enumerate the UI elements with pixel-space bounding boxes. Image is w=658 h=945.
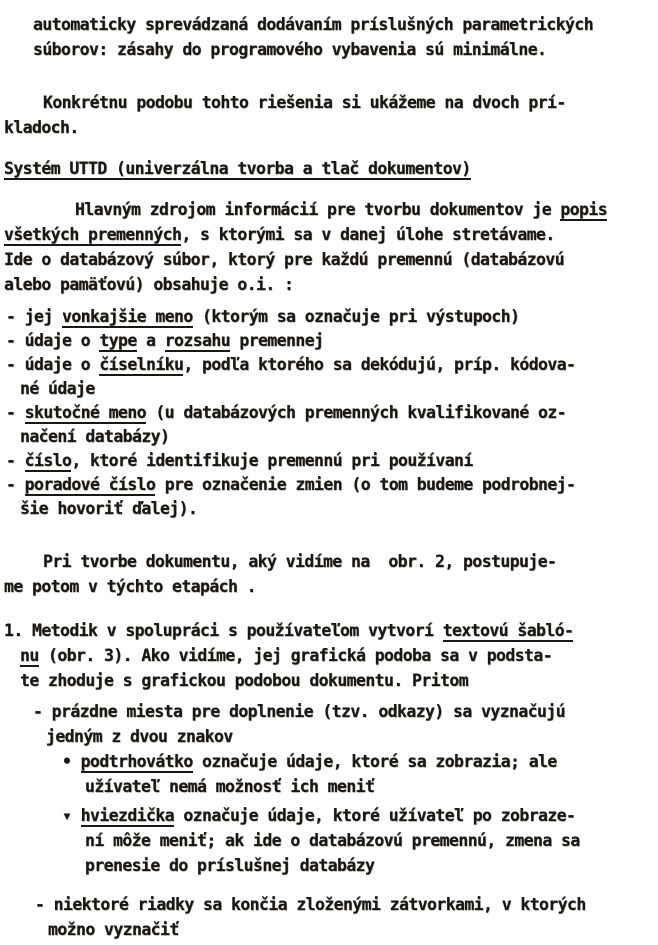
text-segment: • — [62, 752, 81, 771]
text-segment: - prázdne miesta pre doplnenie (tzv. odkazy) sa vyznačujú — [33, 702, 566, 721]
text-line — [85, 828, 658, 853]
text-segment: súborov: zásahy do programového vybavenia sú minimálne. — [33, 40, 547, 59]
text-line — [20, 497, 658, 521]
underlined-text: Systém UTTD (univerzálna tvorba a tlač dokumentov) — [4, 159, 471, 178]
text-line — [46, 724, 658, 749]
text-segment: kladoch. — [4, 118, 79, 137]
text-line — [85, 853, 658, 878]
text-line — [33, 12, 658, 37]
text-segment: prenesie do príslušnej databázy — [85, 856, 375, 875]
underlined-text: podtrhovátko — [80, 752, 193, 771]
underlined-text: skutočné meno — [24, 403, 147, 422]
text-line — [20, 377, 658, 401]
underlined-text: číslo — [24, 451, 72, 470]
text-segment: - údaje o — [6, 331, 100, 350]
text-line — [4, 222, 658, 247]
underlined-text: type — [99, 331, 137, 350]
list-item — [33, 699, 658, 724]
underlined-text: vonkajšie meno — [62, 307, 193, 326]
text-segment: označuje údaje, ktoré sa zobrazia; ale — [192, 752, 557, 771]
text-line — [33, 37, 658, 62]
list-item — [6, 305, 658, 329]
text-segment: , ktoré identifikuje premennú pri používaní — [71, 451, 473, 470]
text-segment: - — [6, 475, 25, 494]
text-line — [4, 272, 658, 297]
underlined-text: číselníku — [99, 355, 184, 374]
text-segment: premennej — [230, 331, 324, 350]
text-segment: užívateľ nemá možnosť ich meniť — [85, 777, 375, 796]
text-segment: me potom v týchto etapách . — [4, 577, 257, 596]
text-line — [20, 425, 658, 449]
list-item — [6, 329, 658, 353]
text-segment: ní môže meniť; ak ide o databázovú premennú, zmena sa — [85, 831, 580, 850]
text-segment: načení databázy) — [20, 427, 170, 446]
text-segment: automaticky sprevádzaná dodávaním príslušných parametrických — [33, 15, 594, 34]
list-item — [35, 892, 658, 917]
list-item — [6, 401, 658, 425]
text-line — [43, 90, 658, 115]
text-line — [75, 197, 658, 222]
underlined-text: poradové číslo — [24, 475, 156, 494]
text-segment: (ktorým sa označuje pri výstupoch) — [192, 307, 520, 326]
text-segment: né údaje — [20, 379, 95, 398]
underlined-text: hviezdička — [80, 806, 175, 825]
text-segment: Hlavným zdrojom informácií pre tvorbu dokumentov je — [75, 200, 561, 219]
text-line — [43, 549, 658, 574]
text-segment: - údaje o — [6, 355, 100, 374]
text-segment: - jej — [6, 307, 63, 326]
underlined-text: popis — [560, 200, 608, 219]
text-line — [85, 774, 658, 799]
text-segment: (u databázových premenných kvalifikované oz- — [146, 403, 567, 422]
text-segment: , podľa ktorého sa dekódujú, príp. kódova- — [183, 355, 576, 374]
underlined-text: textovú šabló- — [442, 621, 574, 640]
numbered-item — [4, 618, 658, 643]
text-line — [4, 115, 658, 140]
text-segment: jedným z dvou znakov — [46, 727, 233, 746]
text-line — [4, 574, 658, 599]
section-heading — [4, 156, 658, 181]
text-segment: Konkrétnu podobu tohto riešenia si ukážeme na dvoch prí- — [43, 93, 566, 112]
text-line — [48, 917, 658, 942]
list-item — [6, 473, 658, 497]
bullet-item — [62, 749, 658, 774]
underlined-text: nu — [20, 646, 39, 665]
bullet-item — [62, 803, 658, 828]
text-segment: te zhoduje s grafickou podobou dokumentu. Pritom — [20, 671, 469, 690]
text-segment: šie hovoriť ďalej). — [20, 499, 198, 518]
text-segment: (obr. 3). Ako vidíme, jej grafická podoba sa v podsta- — [38, 646, 553, 665]
text-segment: pre označenie zmien (o tom budeme podrobnej- — [155, 475, 576, 494]
text-segment: Ide o databázový súbor, ktorý pre každú premennú (databázovú — [4, 250, 565, 269]
text-segment: Pri tvorbe dokumentu, aký vidíme na obr. 2, postupuje- — [43, 552, 557, 571]
text-segment: - niektoré riadky sa končia zloženými zátvorkami, v ktorých — [35, 895, 586, 914]
text-line — [20, 643, 658, 668]
text-segment: - — [6, 403, 25, 422]
text-segment: 1. Metodik v spolupráci s používateľom vytvorí — [4, 621, 443, 640]
list-item — [6, 449, 658, 473]
text-segment: možno vyznačiť — [48, 920, 179, 939]
text-line — [4, 247, 658, 272]
text-segment: označuje údaje, ktoré užívateľ po zobraze- — [174, 806, 576, 825]
text-segment: - — [6, 451, 25, 470]
underlined-text: všetkých premenných — [4, 225, 182, 244]
list-item — [6, 353, 658, 377]
text-line — [20, 668, 658, 693]
text-segment: alebo pamäťovú) obsahuje o.i. : — [4, 275, 294, 294]
underlined-text: rozsahu — [164, 331, 231, 350]
text-segment: a — [136, 331, 165, 350]
text-segment: ▾ — [62, 806, 81, 825]
text-segment: , s ktorými sa v danej úlohe stretávame. — [181, 225, 555, 244]
